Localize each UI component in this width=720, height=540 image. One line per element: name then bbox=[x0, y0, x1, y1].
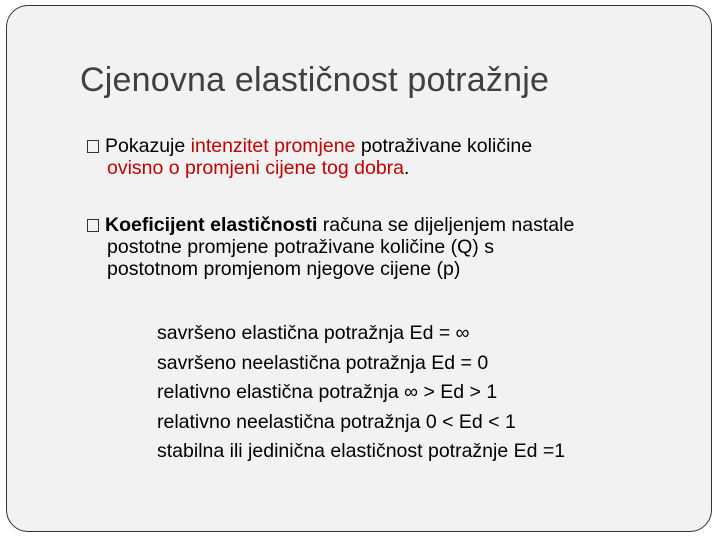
list-item: relativno neelastična potražnja 0 < Ed < 1 bbox=[157, 410, 516, 433]
bullet-box-icon bbox=[87, 140, 99, 153]
bullet-1-highlight-a: intenzitet promjene bbox=[190, 135, 356, 157]
bullet-1-text-c: . bbox=[404, 157, 410, 179]
slide-title: Cjenovna elastičnost potražnje bbox=[80, 61, 550, 99]
bullet-2-bold: Koeficijent elastičnosti bbox=[105, 214, 318, 236]
list-item: relativno elastična potražnja ∞ > Ed > 1 bbox=[157, 381, 498, 403]
bullet-1-highlight-b: ovisno o promjeni cijene tog dobra bbox=[107, 157, 405, 179]
bullet-2 bbox=[87, 214, 697, 280]
elasticity-types-list bbox=[157, 319, 565, 467]
bullet-2-line-1: računa se dijeljenjem nastale bbox=[317, 214, 575, 236]
bullet-box-icon bbox=[87, 219, 99, 232]
bullet-2-line-3: postotnom promjenom njegove cijene (p) bbox=[107, 258, 461, 280]
bullet-2-line-2: postotne promjene potraživane količine (Q) s bbox=[107, 236, 494, 258]
bullet-1-text-a: Pokazuje bbox=[105, 135, 191, 157]
slide bbox=[6, 5, 712, 532]
list-item: stabilna ili jedinična elastičnost potražnje Ed =1 bbox=[157, 440, 566, 462]
bullet-1 bbox=[87, 135, 697, 179]
list-item: savršeno elastična potražnja Ed = ∞ bbox=[157, 322, 470, 344]
list-item: savršeno neelastična potražnja Ed = 0 bbox=[157, 351, 489, 374]
bullet-1-text-b: potraživane količine bbox=[355, 135, 533, 157]
